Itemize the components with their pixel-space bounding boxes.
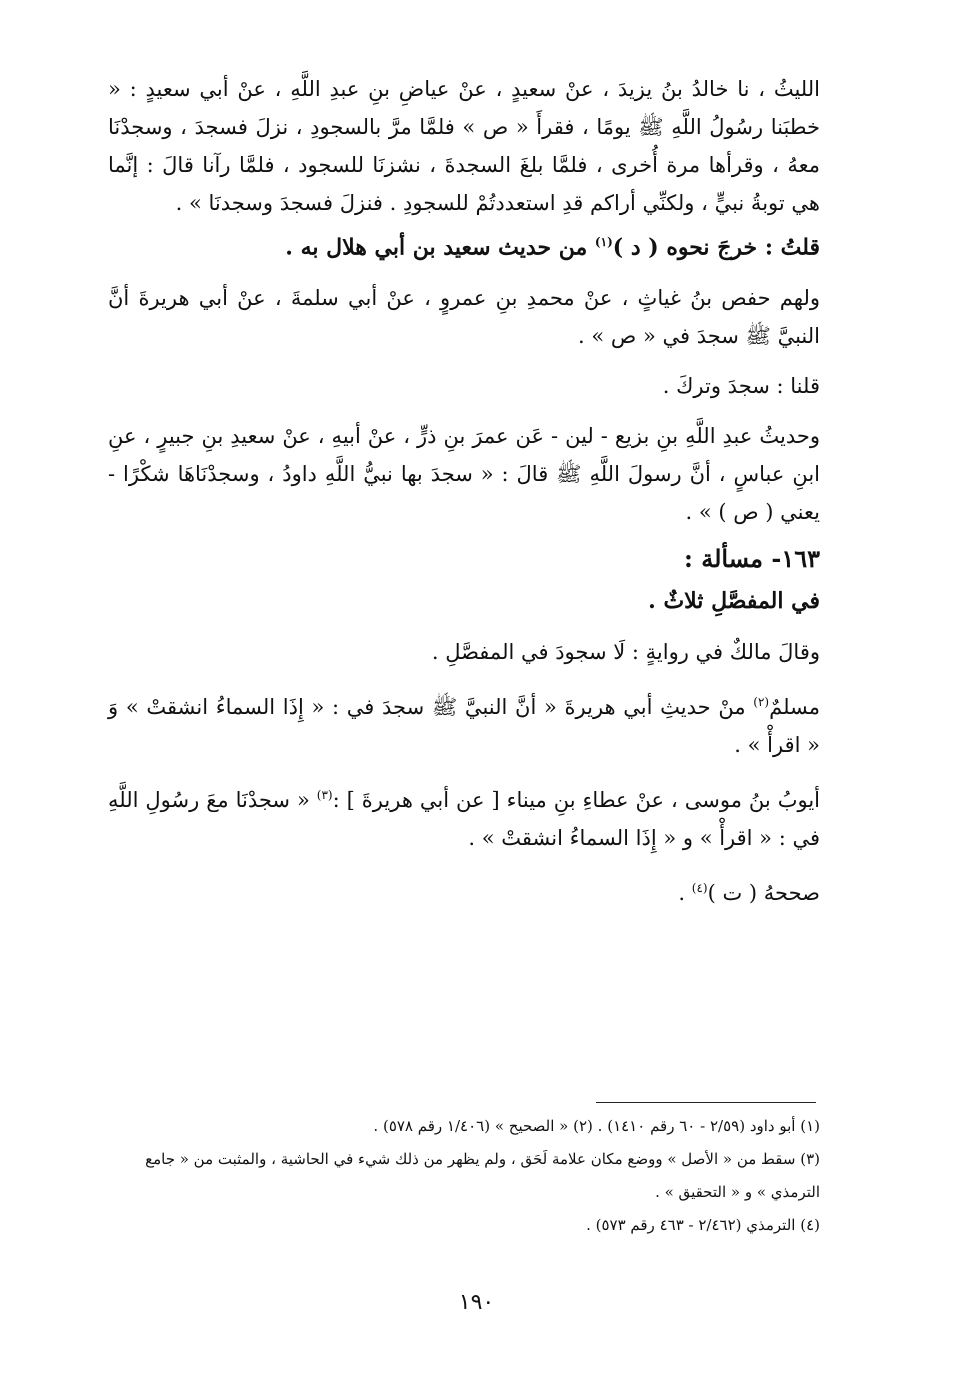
paragraph-5: وحديثُ عبدِ اللَّهِ بنِ بزيع - لين - عَن عمرَ بنِ ذرٍّ ، عنْ أبيهِ ، عنْ سعيدِ بنِ جبيرٍ ، عنِ ابنِ عباسٍ ، أنَّ رسولَ اللَّهِ ﷺ قالَ : « سجدَ بها نبيُّ اللَّهِ داودُ ، وسجدْنَاهَا شكْرًا - يعني ( ص ) » . xyxy=(108,424,820,525)
p9-b: . xyxy=(678,881,692,906)
paragraph-7 xyxy=(108,683,820,764)
footnote-divider xyxy=(596,1102,816,1103)
section-number: ١٦٣- مسألة : xyxy=(684,544,820,574)
paragraph-6: وقالَ مالكٌ في روايةٍ : لَا سجودَ في المفصَّلِ . xyxy=(431,640,820,665)
p7-a: مسلمٌ xyxy=(769,695,821,720)
footnote-ref-4: (٤) xyxy=(691,881,708,896)
page-body xyxy=(108,70,820,912)
p9-a: صححهُ ( ت ) xyxy=(707,881,820,906)
paragraph-1: الليثُ ، نا خالدُ بنُ يزيدَ ، عنْ سعيدٍ ، عنْ عياضِ بنِ عبدِ اللَّهِ ، عنْ أبي سعيدٍ : « خطبَنا رسُولُ اللَّهِ ﷺ يومًا ، فقرأَ « ص » فلمَّا مرَّ بالسجودِ ، نزلَ فسجدَ ، وسجدْنَا معهُ ، وقرأها مرة أُخرى ، فلمَّا بلغَ السجدةَ ، نشزنَا للسجود ، فلمَّا رآنا قالَ : إنَّما هي توبةُ نبيٍّ ، ولكنِّي أراكم قدِ استعددتُمْ للسجودِ . فنزلَ فسجدَ وسجدنَا » . xyxy=(108,77,820,215)
footnote-3: (٣) سقط من « الأصل » ووضع مكان علامة لَحَق ، ولم يظهر من ذلك شيء في الحاشية ، والمثبت من « جامع الترمذي » و « التحقيق » . xyxy=(145,1150,820,1201)
footnote-1-2: (١) أبو داود (٢/٥٩ - ٦٠ رقم ١٤١٠) . (٢) « الصحيح » (١/٤٠٦ رقم ٥٧٨) . xyxy=(373,1117,820,1135)
footnote-ref-3: (٣) xyxy=(316,788,333,803)
p2-rest: من حديث سعيد بن أبي هلال به . xyxy=(285,234,595,261)
paragraph-3: ولهم حفص بنُ غياثٍ ، عنْ محمدِ بنِ عمروٍ ، عنْ أبي سلمةَ ، عنْ أبي هريرةَ أنَّ النبيَّ ﷺ سجدَ في « ص » . xyxy=(108,286,820,349)
paragraph-4: قلنا : سجدَ وتركَ . xyxy=(662,374,820,399)
p7-b: منْ حديثِ أبي هريرةَ « أنَّ النبيَّ ﷺ سجدَ في : « إِذَا السماءُ انشقتْ » وَ « اقرأْ » . xyxy=(108,695,820,758)
p2-text: قلتُ : خرجَ نحوه ( د ) xyxy=(612,234,820,261)
footnote-ref-1: (١) xyxy=(594,235,613,249)
paragraph-8 xyxy=(108,776,820,857)
page-number: ١٩٠ xyxy=(458,1290,495,1315)
section-title: في المفصَّلِ ثلاثٌ . xyxy=(648,588,820,615)
paragraph-2 xyxy=(108,222,820,267)
footnote-ref-2: (٢) xyxy=(753,695,770,710)
p8-a: أيوبُ بنُ موسى ، عنْ عطاءِ بنِ ميناء [ عن أبي هريرةَ ] : xyxy=(332,788,820,813)
footnotes xyxy=(108,1110,820,1242)
footnote-4: (٤) الترمذي (٢/٤٦٢ - ٤٦٣ رقم ٥٧٣) . xyxy=(586,1216,820,1234)
p8-b: « سجدْنَا معَ رسُولِ اللَّهِ في : « اقرأْ » و « إِذَا السماءُ انشقتْ » . xyxy=(108,788,820,851)
paragraph-9 xyxy=(108,869,820,912)
